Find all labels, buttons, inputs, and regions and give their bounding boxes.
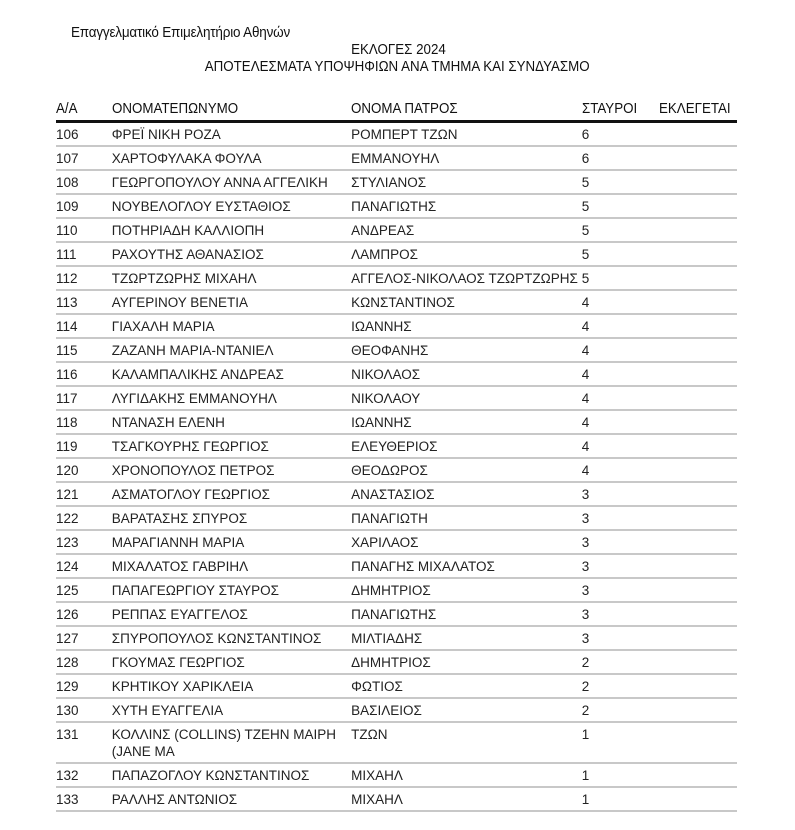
candidate-name: ΝΟΥΒΕΛΟΓΛΟΥ ΕΥΣΤΑΘΙΟΣ xyxy=(112,195,351,219)
row-number: 111 xyxy=(56,243,112,267)
table-row xyxy=(56,723,737,764)
candidate-name: ΓΕΩΡΓΟΠΟΥΛΟΥ ΑΝΝΑ ΑΓΓΕΛΙΚΗ xyxy=(112,171,351,195)
father-name: ΑΝΑΣΤΑΣΙΟΣ xyxy=(351,483,582,507)
elected-status xyxy=(659,483,737,507)
row-number: 128 xyxy=(56,651,112,675)
candidate-name: ΠΑΠΑΓΕΩΡΓΙΟΥ ΣΤΑΥΡΟΣ xyxy=(112,579,351,603)
row-number: 112 xyxy=(56,267,112,291)
votes-count: 2 xyxy=(582,675,659,699)
votes-count: 4 xyxy=(582,459,659,483)
father-name: ΑΝΔΡΕΑΣ xyxy=(351,219,582,243)
father-name: ΔΗΜΗΤΡΙΟΣ xyxy=(351,579,582,603)
elected-status xyxy=(659,435,737,459)
candidate-name: ΧΑΡΤΟΦΥΛΑΚΑ ΦΟΥΛΑ xyxy=(112,147,351,171)
father-name: ΡΟΜΠΕΡΤ ΤΖΩΝ xyxy=(351,123,582,147)
row-number: 107 xyxy=(56,147,112,171)
elected-status xyxy=(659,699,737,723)
elected-status xyxy=(659,363,737,387)
row-number: 120 xyxy=(56,459,112,483)
table-row xyxy=(56,243,737,267)
candidate-name: ΝΤΑΝΑΣΗ ΕΛΕΝΗ xyxy=(112,411,351,435)
votes-count: 2 xyxy=(582,699,659,723)
table-row xyxy=(56,788,737,812)
father-name: ΒΑΣΙΛΕΙΟΣ xyxy=(351,699,582,723)
votes-count: 3 xyxy=(582,531,659,555)
table-row xyxy=(56,555,737,579)
elected-status xyxy=(659,459,737,483)
candidate-name: ΚΡΗΤΙΚΟΥ ΧΑΡΙΚΛΕΙΑ xyxy=(112,675,351,699)
table-row xyxy=(56,579,737,603)
elected-status xyxy=(659,723,737,764)
elected-status xyxy=(659,243,737,267)
column-header-name: ΟΝΟΜΑΤΕΠΩΝΥΜΟ xyxy=(112,99,351,123)
father-name: ΠΑΝΑΓΗΣ ΜΙΧΑΛΑΤΟΣ xyxy=(351,555,582,579)
father-name: ΘΕΟΔΩΡΟΣ xyxy=(351,459,582,483)
father-name: ΜΙΧΑΗΛ xyxy=(351,764,582,788)
table-row xyxy=(56,764,737,788)
candidate-name: ΧΡΟΝΟΠΟΥΛΟΣ ΠΕΤΡΟΣ xyxy=(112,459,351,483)
candidate-name: ΜΙΧΑΛΑΤΟΣ ΓΑΒΡΙΗΛ xyxy=(112,555,351,579)
votes-count: 4 xyxy=(582,363,659,387)
father-name: ΘΕΟΦΑΝΗΣ xyxy=(351,339,582,363)
votes-count: 5 xyxy=(582,195,659,219)
votes-count: 3 xyxy=(582,483,659,507)
results-table xyxy=(56,99,737,812)
candidate-name: ΓΙΑΧΑΛΗ ΜΑΡΙΑ xyxy=(112,315,351,339)
row-number: 124 xyxy=(56,555,112,579)
votes-count: 4 xyxy=(582,387,659,411)
table-row xyxy=(56,675,737,699)
candidate-name: ΡΑΧΟΥΤΗΣ ΑΘΑΝΑΣΙΟΣ xyxy=(112,243,351,267)
votes-count: 5 xyxy=(582,219,659,243)
row-number: 110 xyxy=(56,219,112,243)
father-name: ΝΙΚΟΛΑΟΣ xyxy=(351,363,582,387)
table-row xyxy=(56,267,737,291)
table-row xyxy=(56,411,737,435)
table-row xyxy=(56,483,737,507)
elected-status xyxy=(659,531,737,555)
table-row xyxy=(56,171,737,195)
table-row xyxy=(56,219,737,243)
candidate-name: ΤΖΩΡΤΖΩΡΗΣ ΜΙΧΑΗΛ xyxy=(112,267,351,291)
votes-count: 3 xyxy=(582,555,659,579)
table-row xyxy=(56,507,737,531)
candidate-name: ΜΑΡΑΓΙΑΝΝΗ ΜΑΡΙΑ xyxy=(112,531,351,555)
votes-count: 1 xyxy=(582,723,659,764)
elected-status xyxy=(659,147,737,171)
document-title xyxy=(0,42,795,58)
table-body xyxy=(56,123,737,812)
father-name: ΛΑΜΠΡΟΣ xyxy=(351,243,582,267)
row-number: 125 xyxy=(56,579,112,603)
candidate-name: ΠΟΤΗΡΙΑΔΗ ΚΑΛΛΙΟΠΗ xyxy=(112,219,351,243)
elected-status xyxy=(659,219,737,243)
father-name: ΝΙΚΟΛΑΟΥ xyxy=(351,387,582,411)
candidate-name: ΚΑΛΑΜΠΑΛΙΚΗΣ ΑΝΔΡΕΑΣ xyxy=(112,363,351,387)
father-name: ΠΑΝΑΓΙΩΤΗΣ xyxy=(351,603,582,627)
candidate-name: ΤΣΑΓΚΟΥΡΗΣ ΓΕΩΡΓΙΟΣ xyxy=(112,435,351,459)
votes-count: 1 xyxy=(582,788,659,812)
father-name: ΔΗΜΗΤΡΙΟΣ xyxy=(351,651,582,675)
elected-status xyxy=(659,291,737,315)
father-name: ΠΑΝΑΓΙΩΤΗ xyxy=(351,507,582,531)
elected-status xyxy=(659,675,737,699)
row-number: 130 xyxy=(56,699,112,723)
row-number: 114 xyxy=(56,315,112,339)
father-name: ΙΩΑΝΝΗΣ xyxy=(351,315,582,339)
row-number: 119 xyxy=(56,435,112,459)
table-row xyxy=(56,363,737,387)
row-number: 129 xyxy=(56,675,112,699)
elected-status xyxy=(659,579,737,603)
elected-status xyxy=(659,411,737,435)
table-row xyxy=(56,699,737,723)
row-number: 133 xyxy=(56,788,112,812)
father-name: ΦΩΤΙΟΣ xyxy=(351,675,582,699)
elected-status xyxy=(659,387,737,411)
table-header-row xyxy=(56,99,737,123)
candidate-name: ΚΟΛΛΙΝΣ (COLLINS) ΤΖΕΗΝ ΜΑΙΡΗ (JANE MA xyxy=(112,723,351,764)
elected-status xyxy=(659,555,737,579)
table-row xyxy=(56,195,737,219)
elected-status xyxy=(659,764,737,788)
father-name: ΤΖΩΝ xyxy=(351,723,582,764)
row-number: 121 xyxy=(56,483,112,507)
votes-count: 4 xyxy=(582,339,659,363)
votes-count: 4 xyxy=(582,435,659,459)
votes-count: 4 xyxy=(582,291,659,315)
candidate-name: ΓΚΟΥΜΑΣ ΓΕΩΡΓΙΟΣ xyxy=(112,651,351,675)
father-name: ΑΓΓΕΛΟΣ-ΝΙΚΟΛΑΟΣ ΤΖΩΡΤΖΩΡΗΣ xyxy=(351,267,582,291)
candidate-name: ΛΥΓΙΔΑΚΗΣ ΕΜΜΑΝΟΥΗΛ xyxy=(112,387,351,411)
votes-count: 4 xyxy=(582,315,659,339)
row-number: 116 xyxy=(56,363,112,387)
elected-status xyxy=(659,627,737,651)
father-name: ΣΤΥΛΙΑΝΟΣ xyxy=(351,171,582,195)
row-number: 115 xyxy=(56,339,112,363)
votes-count: 4 xyxy=(582,411,659,435)
votes-count: 5 xyxy=(582,243,659,267)
father-name: ΜΙΛΤΙΑΔΗΣ xyxy=(351,627,582,651)
table-row xyxy=(56,627,737,651)
candidate-name: ΡΕΠΠΑΣ ΕΥΑΓΓΕΛΟΣ xyxy=(112,603,351,627)
row-number: 122 xyxy=(56,507,112,531)
row-number: 132 xyxy=(56,764,112,788)
votes-count: 3 xyxy=(582,603,659,627)
row-number: 108 xyxy=(56,171,112,195)
father-name: ΠΑΝΑΓΙΩΤΗΣ xyxy=(351,195,582,219)
table-row xyxy=(56,435,737,459)
candidate-name: ΑΥΓΕΡΙΝΟΥ ΒΕΝΕΤΙΑ xyxy=(112,291,351,315)
votes-count: 5 xyxy=(582,267,659,291)
row-number: 118 xyxy=(56,411,112,435)
column-header-votes: ΣΤΑΥΡΟΙ xyxy=(582,99,659,123)
column-header-aa: Α/Α xyxy=(56,99,112,123)
candidate-name: ΑΣΜΑΤΟΓΛΟΥ ΓΕΩΡΓΙΟΣ xyxy=(112,483,351,507)
candidate-name: ΠΑΠΑΖΟΓΛΟΥ ΚΩΝΣΤΑΝΤΙΝΟΣ xyxy=(112,764,351,788)
row-number: 109 xyxy=(56,195,112,219)
votes-count: 6 xyxy=(582,123,659,147)
elected-status xyxy=(659,171,737,195)
votes-count: 3 xyxy=(582,507,659,531)
table-row xyxy=(56,147,737,171)
candidate-name: ΣΠΥΡΟΠΟΥΛΟΣ ΚΩΝΣΤΑΝΤΙΝΟΣ xyxy=(112,627,351,651)
organization-name: Επαγγελματικό Επιμελητήριο Αθηνών xyxy=(71,25,291,41)
votes-count: 6 xyxy=(582,147,659,171)
father-name: ΚΩΝΣΤΑΝΤΙΝΟΣ xyxy=(351,291,582,315)
father-name: ΕΜΜΑΝΟΥΗΛ xyxy=(351,147,582,171)
elected-status xyxy=(659,123,737,147)
table-row xyxy=(56,459,737,483)
elected-status xyxy=(659,603,737,627)
table-row xyxy=(56,531,737,555)
table-row xyxy=(56,291,737,315)
row-number: 131 xyxy=(56,723,112,764)
document-subtitle xyxy=(0,59,795,75)
votes-count: 2 xyxy=(582,651,659,675)
row-number: 127 xyxy=(56,627,112,651)
votes-count: 3 xyxy=(582,627,659,651)
row-number: 113 xyxy=(56,291,112,315)
row-number: 106 xyxy=(56,123,112,147)
title-line-1: ΕΚΛΟΓΕΣ 2024 xyxy=(351,42,446,58)
father-name: ΜΙΧΑΗΛ xyxy=(351,788,582,812)
row-number: 123 xyxy=(56,531,112,555)
row-number: 117 xyxy=(56,387,112,411)
father-name: ΕΛΕΥΘΕΡΙΟΣ xyxy=(351,435,582,459)
table-row xyxy=(56,603,737,627)
elected-status xyxy=(659,315,737,339)
table-row xyxy=(56,339,737,363)
elected-status xyxy=(659,651,737,675)
father-name: ΙΩΑΝΝΗΣ xyxy=(351,411,582,435)
table-row xyxy=(56,651,737,675)
table-row xyxy=(56,123,737,147)
candidate-name: ΖΑΖΑΝΗ ΜΑΡΙΑ-ΝΤΑΝΙΕΛ xyxy=(112,339,351,363)
votes-count: 5 xyxy=(582,171,659,195)
title-line-2: ΑΠΟΤΕΛΕΣΜΑΤΑ ΥΠΟΨΗΦΙΩΝ ΑΝΑ ΤΜΗΜΑ ΚΑΙ ΣΥΝΔΥΑΣΜΟ xyxy=(205,59,590,75)
table-row xyxy=(56,315,737,339)
candidate-name: ΧΥΤΗ ΕΥΑΓΓΕΛΙΑ xyxy=(112,699,351,723)
votes-count: 3 xyxy=(582,579,659,603)
elected-status xyxy=(659,339,737,363)
candidate-name: ΡΑΛΛΗΣ ΑΝΤΩΝΙΟΣ xyxy=(112,788,351,812)
candidate-name: ΒΑΡΑΤΑΣΗΣ ΣΠΥΡΟΣ xyxy=(112,507,351,531)
row-number: 126 xyxy=(56,603,112,627)
elected-status xyxy=(659,507,737,531)
column-header-father-name: ΟΝΟΜΑ ΠΑΤΡΟΣ xyxy=(351,99,582,123)
elected-status xyxy=(659,267,737,291)
elected-status xyxy=(659,195,737,219)
column-header-elected: ΕΚΛΕΓΕΤΑΙ xyxy=(659,99,737,123)
elected-status xyxy=(659,788,737,812)
votes-count: 1 xyxy=(582,764,659,788)
father-name: ΧΑΡΙΛΑΟΣ xyxy=(351,531,582,555)
table-row xyxy=(56,387,737,411)
candidate-name: ΦΡΕΪ ΝΙΚΗ ΡΟΖΑ xyxy=(112,123,351,147)
